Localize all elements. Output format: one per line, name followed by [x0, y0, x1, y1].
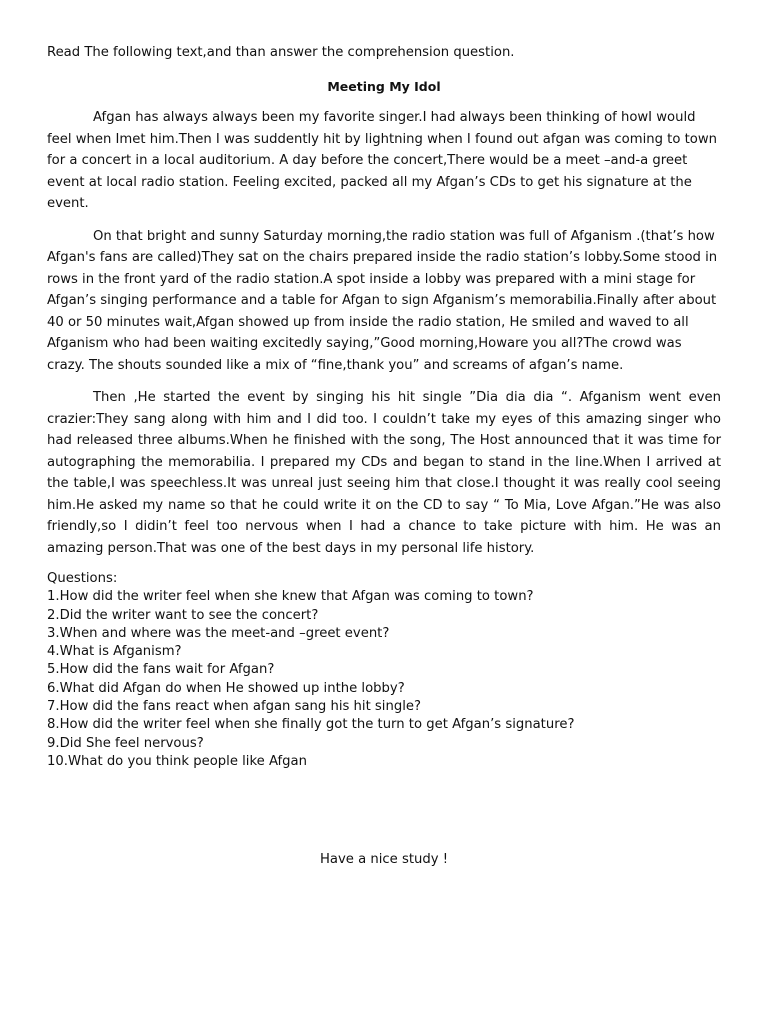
question-item: 3.When and where was the meet-and –greet event? — [47, 625, 390, 641]
question-item: 1.How did the writer feel when she knew that Afgan was coming to town? — [47, 589, 534, 605]
question-item: 8.How did the writer feel when she finally got the turn to get Afgan’s signature? — [47, 717, 575, 733]
question-item: 7.How did the fans react when afgan sang his hit single? — [47, 699, 421, 715]
story-paragraph-2: On that bright and sunny Saturday morning,the radio station was full of Afganism .(that’s how Afgan's fans are called)They sat on the chairs prepared inside the radio station’s lobby.Some stood in rows in the front yard of the radio station.A spot inside a lobby was prepared with a mini stage for Afgan’s singing performance and a table for Afgan to sign Afganism’s memorabilia.Finally after about 40 or 50 minutes wait,Afgan showed up from inside the radio station, He smiled and waved to all Afganism who had been waiting excitedly saying,”Good morning,Howare you all?The crowd was crazy. The shouts sounded like a mix of “fine,thank you” and screams of afgan’s name. — [47, 228, 718, 373]
question-item: 6.What did Afgan do when He showed up inthe lobby? — [47, 680, 405, 696]
question-item: 9.Did She feel nervous? — [47, 735, 204, 751]
story-paragraph-3: Then ,He started the event by singing his hit single ”Dia dia dia “. Afganism went even crazier:They sang along with him and I did too. I couldn’t take my eyes of this amazing singer who had released three albums.When he finished with the song, The Host announced that it was time for autographing the memorabilia. I prepared my CDs and began to stand in the line.When I arrived at the table,I was speechless.It was unreal just seeing him that close.I thought it was really cool seeing him.He asked my name so that he could write it on the CD to say “ To Mia, Love Afgan.”He was also friendly,so I didin’t feel too nervous when I had a chance to take picture with him. He was an amazing person.That was one of the best days in my personal life history. — [47, 390, 721, 556]
closing-text: Have a nice study ! — [319, 852, 448, 868]
story-title: Meeting My Idol — [327, 78, 441, 94]
question-item: 4.What is Afganism? — [47, 644, 182, 660]
question-item: 10.What do you think people like Afgan — [47, 753, 307, 769]
questions-section — [47, 570, 721, 771]
instruction-text: Read The following text,and than answer the comprehension question. — [47, 45, 515, 60]
story-paragraph-1: Afgan has always always been my favorite singer.I had always been thinking of howI would feel when Imet him.Then I was suddently hit by lightning when I found out afgan was coming to town for a concert in a local auditorium. A day before the concert,There would be a meet –and-a greet event at local radio station. Feeling excited, packed all my Afgan’s CDs to get his signature at the event. — [47, 110, 717, 211]
questions-heading: Questions: — [47, 571, 118, 586]
document-page — [47, 42, 721, 868]
questions-list — [47, 588, 721, 771]
question-item: 5.How did the fans wait for Afgan? — [47, 662, 275, 678]
question-item: 2.Did the writer want to see the concert? — [47, 607, 319, 623]
